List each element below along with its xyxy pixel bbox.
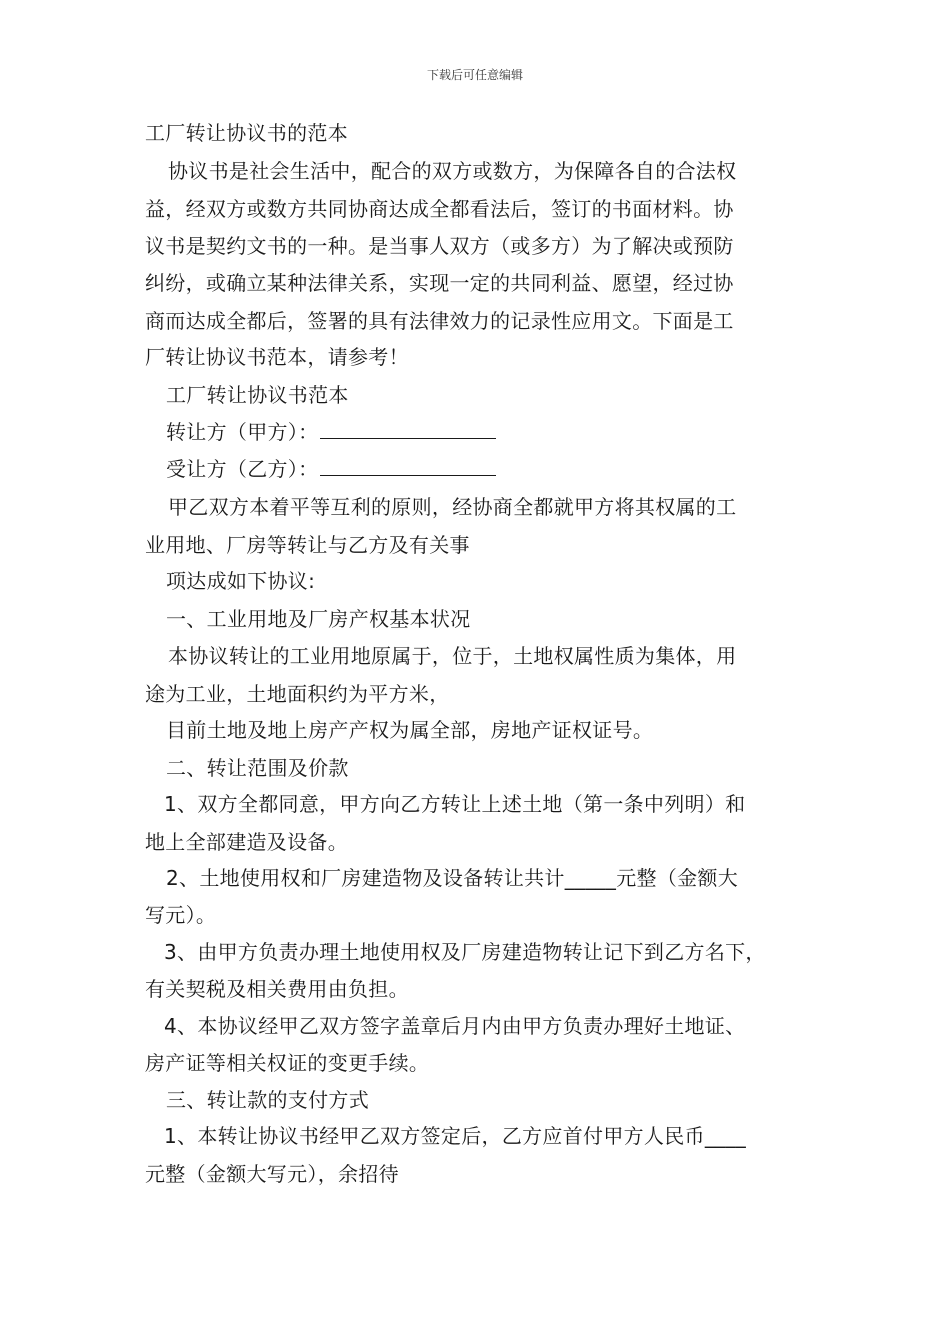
- transferor-line: [166, 417, 496, 447]
- document-title: 工厂转让协议书的范本: [145, 121, 348, 145]
- paragraph-line: 4、本协议经甲乙双方签字盖章后月内由甲方负责办理好土地证、: [164, 1014, 746, 1038]
- paragraph-line: 目前土地及地上房产产权为属全部，房地产证权证号。: [166, 718, 654, 742]
- paragraph-line: 房产证等相关权证的变更手续。: [145, 1051, 430, 1075]
- paragraph-line: 益，经双方或数方共同协商达成全都看法后，签订的书面材料。协: [145, 197, 734, 221]
- paragraph-line: 地上全部建造及设备。: [145, 830, 348, 854]
- paragraph-line: 纠纷，或确立某种法律关系，实现一定的共同利益、愿望，经过协: [145, 271, 734, 295]
- paragraph-line: 商而达成全都后，签署的具有法律效力的记录性应用文。下面是工: [145, 309, 734, 333]
- paragraph-line: 业用地、厂房等转让与乙方及有关事: [145, 533, 470, 557]
- transferor-label: 转让方（甲方）：: [166, 420, 319, 444]
- section-heading: 二、转让范围及价款: [166, 756, 349, 780]
- paragraph-line: 写元）。: [145, 903, 217, 927]
- paragraph-line: 2、土地使用权和厂房建造物及设备转让共计_____元整（金额大: [166, 866, 739, 890]
- section-heading: 一、工业用地及厂房产权基本状况: [166, 607, 471, 631]
- paragraph-line: 途为工业，土地面积约为平方米，: [145, 682, 450, 706]
- paragraph-line: 3、由甲方负责办理土地使用权及厂房建造物转让记下到乙方名下，: [164, 940, 766, 964]
- paragraph-line: 本协议转让的工业用地原属于，位于，土地权属性质为集体，用: [168, 644, 737, 668]
- transferor-blank: [320, 418, 496, 439]
- paragraph-line: 厂转让协议书范本，请参考！: [145, 345, 409, 369]
- paragraph-line: 甲乙双方本着平等互利的原则，经协商全都就甲方将其权属的工: [168, 495, 737, 519]
- paragraph-line: 1、本转让协议书经甲乙双方签定后，乙方应首付甲方人民币____: [164, 1124, 747, 1148]
- transferee-label: 受让方（乙方）：: [166, 457, 319, 481]
- paragraph-line: 1、双方全都同意，甲方向乙方转让上述土地（第一条中列明）和: [164, 792, 746, 816]
- transferee-blank: [320, 455, 496, 476]
- section-heading: 三、转让款的支付方式: [166, 1088, 369, 1112]
- paragraph-line: 议书是契约文书的一种。是当事人双方（或多方）为了解决或预防: [145, 234, 734, 258]
- header-note: 下载后可任意编辑: [426, 68, 523, 82]
- paragraph-line: 元整（金额大写元），余招待: [145, 1162, 399, 1186]
- section-heading: 工厂转让协议书范本: [166, 383, 349, 407]
- paragraph-line: 项达成如下协议:: [166, 569, 316, 593]
- paragraph-line: 有关契税及相关费用由负担。: [145, 977, 409, 1001]
- transferee-line: [166, 454, 496, 484]
- paragraph-line: 协议书是社会生活中，配合的双方或数方，为保障各自的合法权: [168, 159, 737, 183]
